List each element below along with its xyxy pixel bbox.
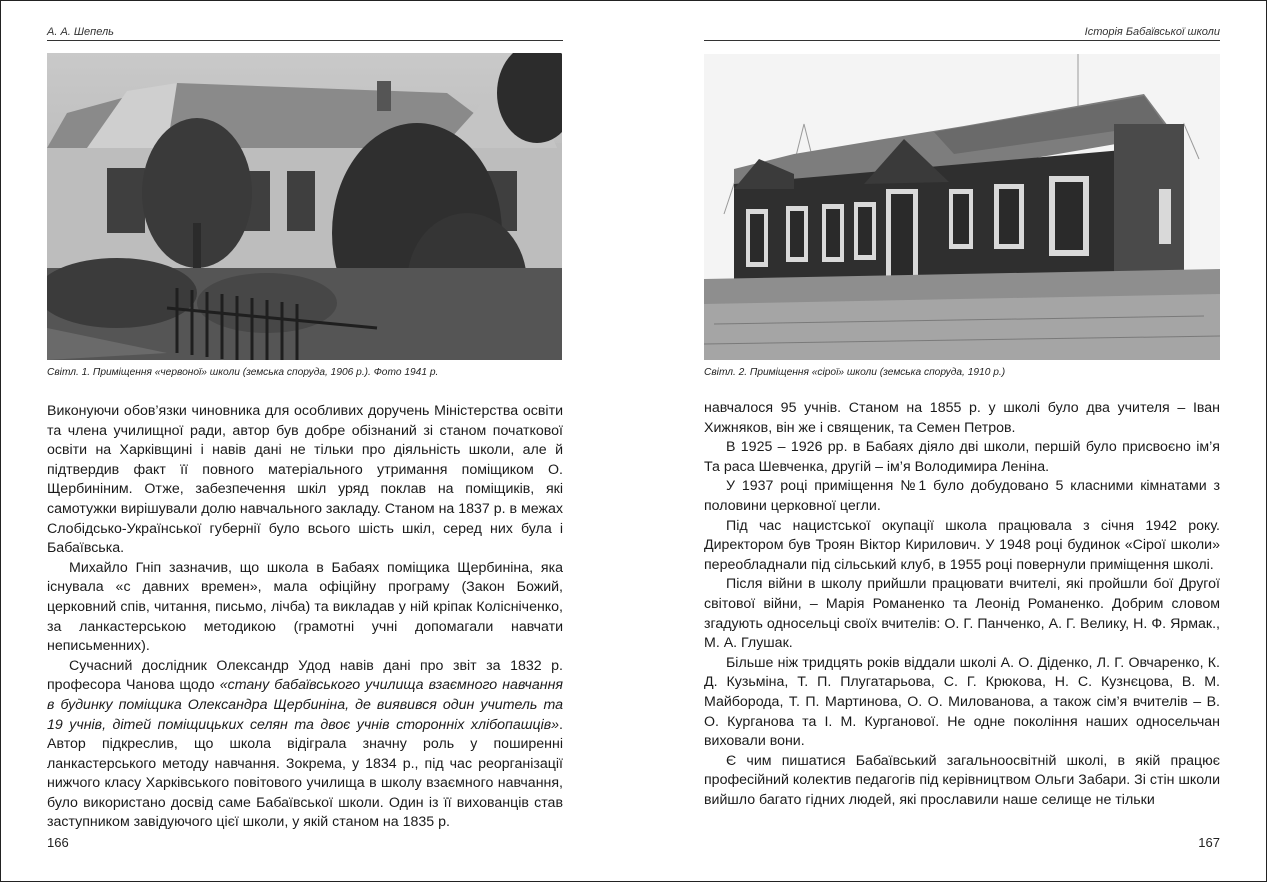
- red-school-image: [47, 53, 562, 360]
- right-body-text: [704, 399, 1220, 810]
- photo-grey-school: [704, 54, 1220, 360]
- left-page: [47, 1, 563, 881]
- right-page: [704, 1, 1220, 881]
- quote: «стану бабаївського училища взаємного навчання в будинку поміщика Олександра Щербиніна, де виявився один учитель та 19 учнів, дітей поміщицьких селян та двоє учнів сторонніх хлібопашців»: [47, 677, 563, 733]
- figure-caption-1: Світл. 1. Приміщення «червоної» школи (земська споруда, 1906 р.). Фото 1941 р.: [47, 367, 439, 378]
- figure-caption-2: Світл. 2. Приміщення «сірої» школи (земська споруда, 1910 р.): [704, 367, 1006, 378]
- paragraph: В 1925 – 1926 рр. в Бабаях діяло дві школи, першій було присвоєно ім’я Та раса Шевченка, другій – ім’я Володимира Леніна.: [704, 439, 1220, 475]
- paragraph: У 1937 році приміщення №1 було добудовано 5 класними кімнатами з половини церковної цегли.: [704, 478, 1220, 514]
- page-number-right: 167: [1198, 835, 1220, 850]
- paragraph: Більше ніж тридцять років віддали школі А. О. Діденко, Л. Г. Овчаренко, К. Д. Кузьміна, Т. П. Плугатарьова, С. Г. Крюкова, Н. С. Кузнєцова, В. М. Майборода, Т. П. Мартинова, О. О. Милованова, а також сім’я вчителів – В. О. Курганова та І. М. Курганової. Не одне покоління наших односельчан виховали вони.: [704, 654, 1220, 750]
- paragraph: Після війни в школу прийшли працювати вчителі, які пройшли бої Другої світової війни, – Марія Романенко та Леонід Романенко. Добрим словом згадують односельці своїх вчителів: О. Г. Панченко, А. Г. Велику, Н. Ф. Ярмак., М. А. Глушак.: [704, 576, 1220, 652]
- paragraph-with-quote: [47, 657, 563, 833]
- paragraph: Виконуючи обов’язки чиновника для особливих доручень Міністерства освіти та члена училищної ради, автор був добре обізнаний зі станом початкової освіти на Харківщині і навів дані не тільки про діяльність школи, але й підтвердив факт її повного матеріального утримання поміщиком О. Щербиніним. Отже, забезпечення шкіл уряд поклав на поміщиків, які самотужки вирішували долю навчального закладу. Станом на 1837 р. в межах Слобідсько-Української губернії було всього шість шкіл, серед них була і Бабаївська.: [47, 403, 563, 557]
- photo-red-school-1941: [47, 53, 562, 360]
- running-head-author: А. А. Шепель: [47, 26, 563, 41]
- paragraph: Під час нацистської окупації школа працювала з січня 1942 року. Директором був Троян Віктор Кирилович. У 1948 році будинок «Сірої школи» переобладнали під сільський клуб, в 1955 році повернули приміщення школі.: [704, 517, 1220, 573]
- page-number-left: 166: [47, 835, 69, 850]
- grey-school-image: [704, 54, 1220, 360]
- paragraph: Михайло Гніп зазначив, що школа в Бабаях поміщика Щербиніна, яка існувала «с давних времен», мала офіційну програму (Закон Божий, церковний спів, читання, письмо, лічба) та викладав у ній кріпак Колісніченко, за ланкастерською методикою (грамотні учні допомагали навчати неписьменних).: [47, 559, 563, 655]
- paragraph: Є чим пишатися Бабаївський загальноосвітній школі, в якій працює професійний колектив педагогів під керівництвом Ольги Забари. Зі стін школи вийшло багато гідних людей, які прославили наше селище не тільки: [704, 752, 1220, 808]
- paragraph-end: . Автор підкреслив, що школа відіграла значну роль у поширенні ланкастерського методу навчання. Зокрема, у 1834 р., під час реорганізації нижчого класу Харківського повітового училища в школу взаємного навчання, було використано досвід саме Бабаївської школи. Один із її вихованців став заступником завідуючого цієї школи, у якій станом на 1835 р.: [47, 716, 563, 831]
- running-head-title: Історія Бабаївської школи: [704, 26, 1220, 41]
- paragraph-continued: навчалося 95 учнів. Станом на 1855 р. у школі було два учителя – Іван Хижняков, він же і священик, та Семен Петров.: [704, 400, 1220, 436]
- left-body-text: [47, 402, 563, 833]
- paragraph-start: Сучасний дослідник Олександр Удод навів дані про звіт за 1832 р. професора Чанова щодо: [47, 657, 563, 694]
